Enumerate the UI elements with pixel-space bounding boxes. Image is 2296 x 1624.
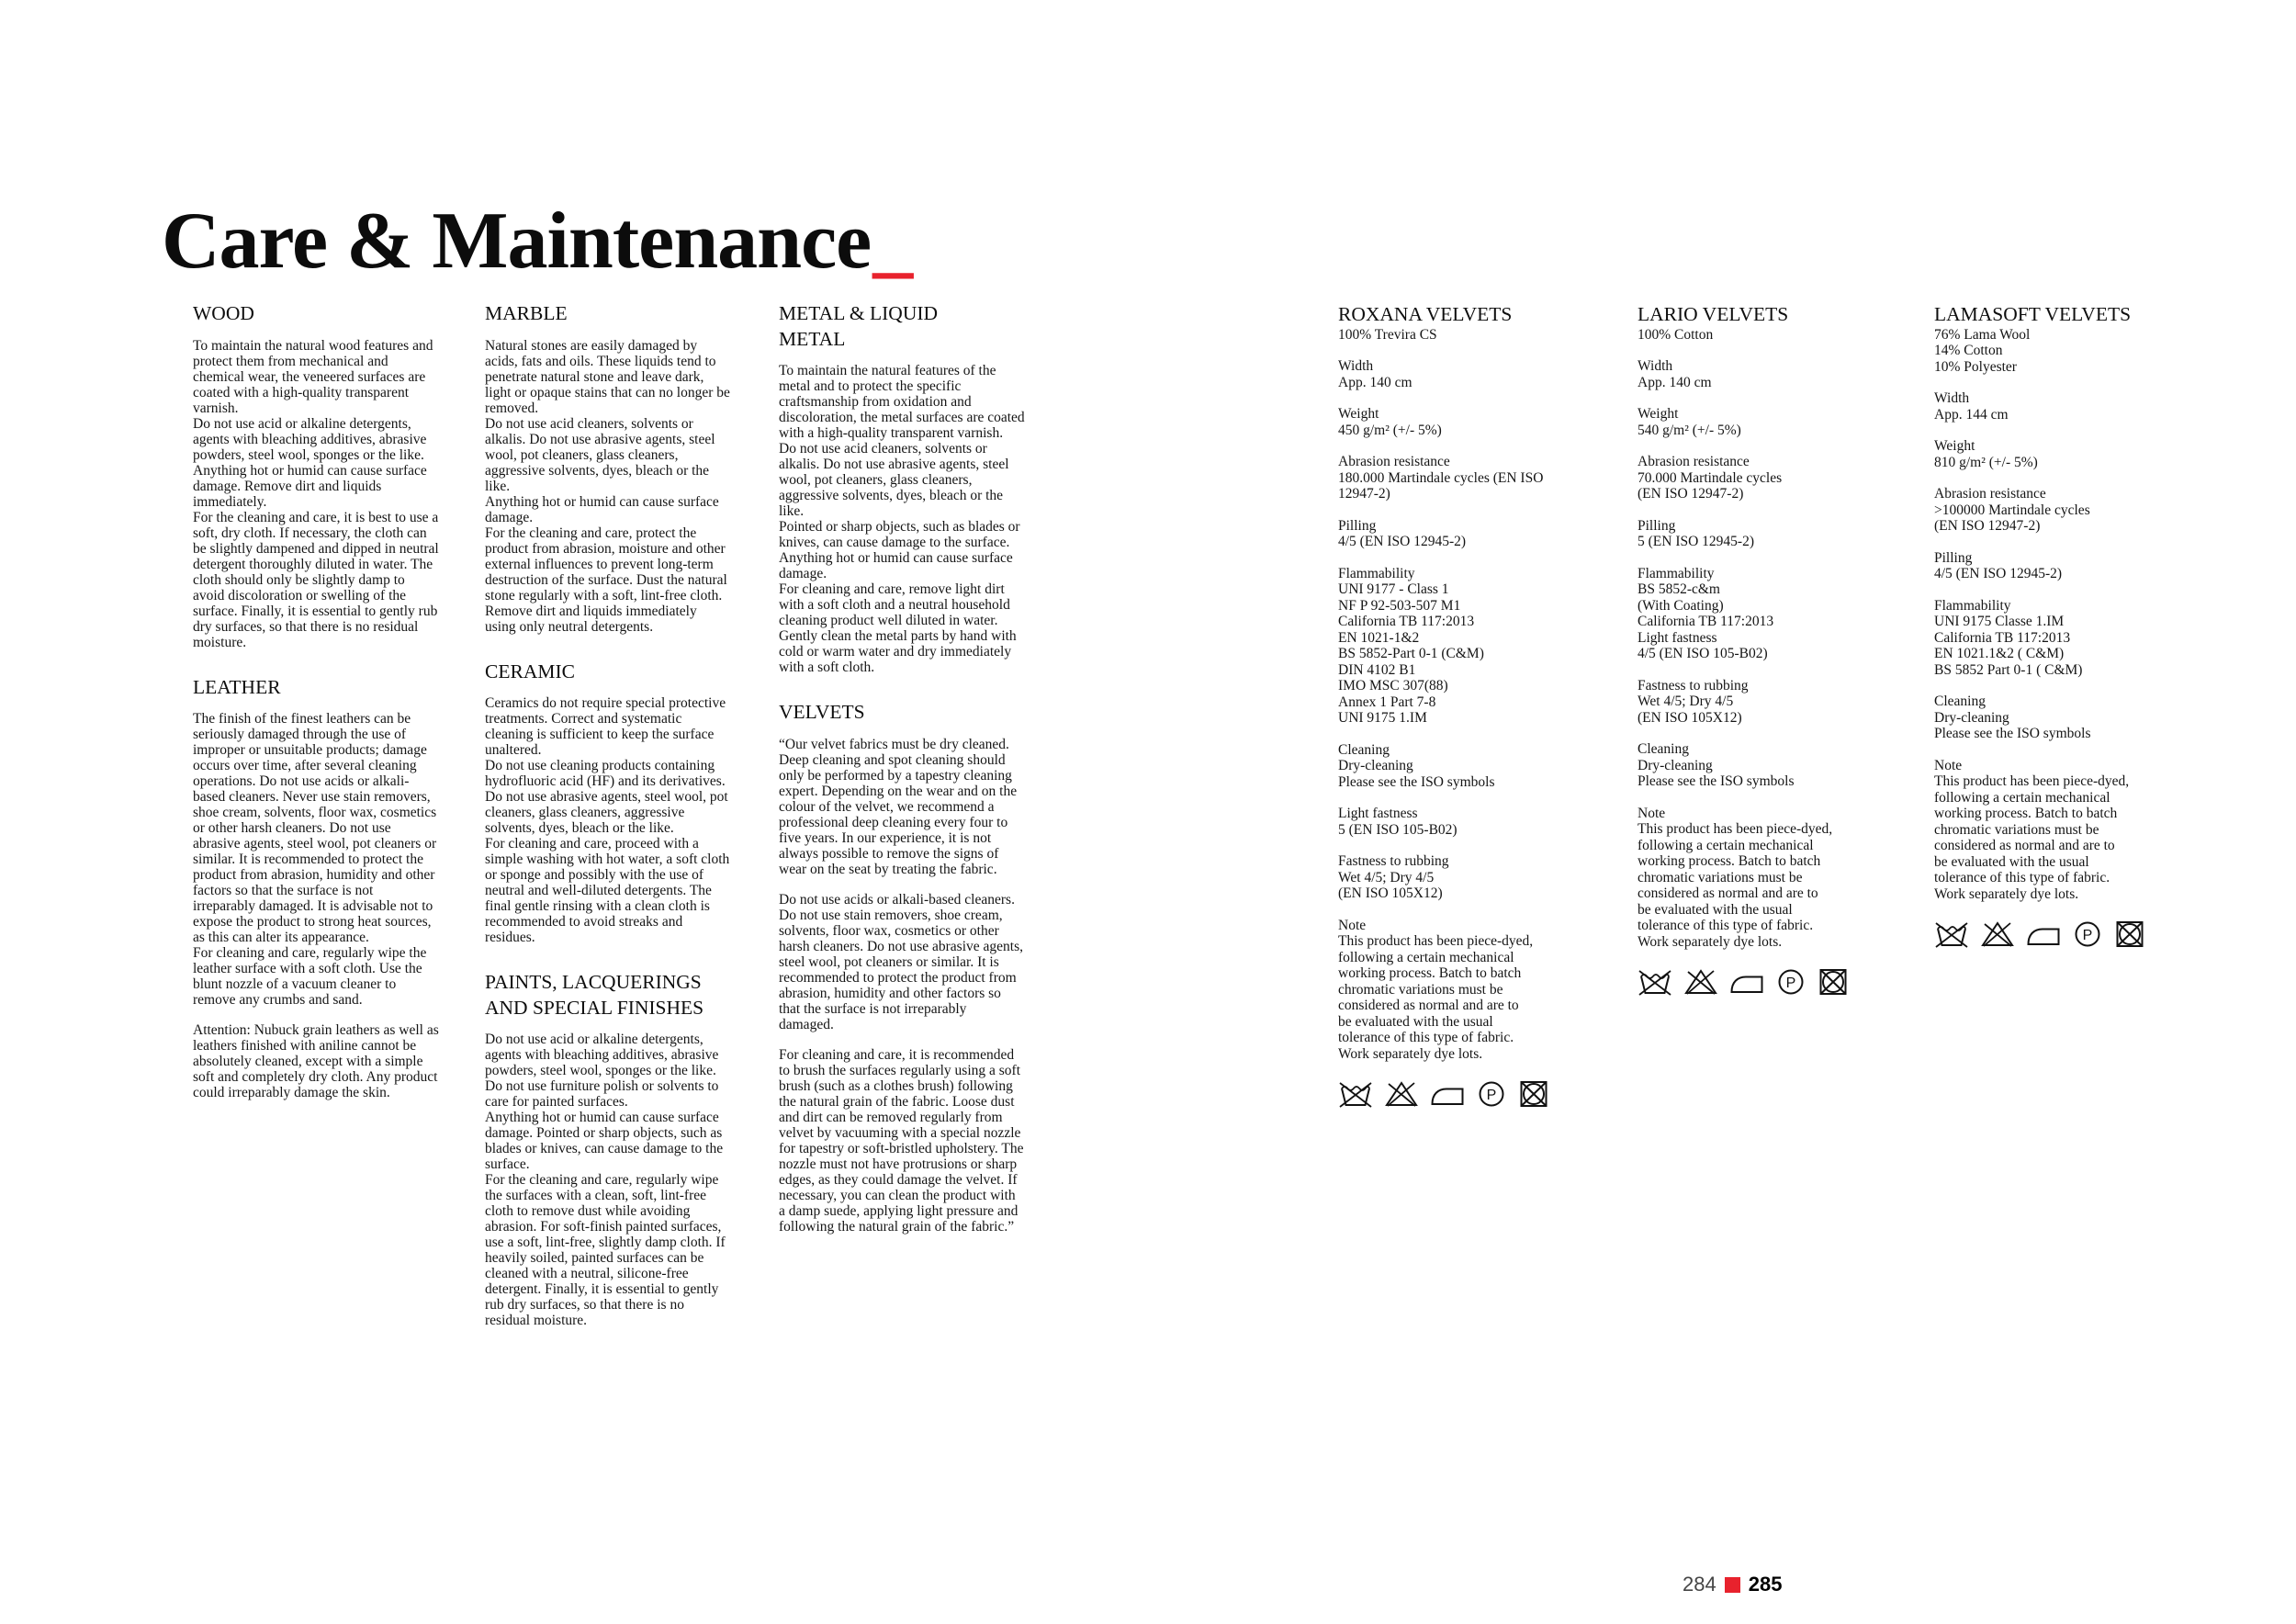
page-footer — [1683, 1573, 1782, 1596]
product-name: LARIO VELVETS — [1638, 303, 1789, 325]
section-ceramic — [485, 660, 731, 946]
section-velvets — [779, 700, 1025, 1235]
spec-value-line: 4/5 (EN ISO 12945-2) — [1338, 534, 1467, 550]
spec-value-line: BS 5852-c&m — [1638, 581, 1720, 598]
spec-value-line: California TB 117:2013 — [1638, 614, 1774, 630]
care-symbols-row — [1338, 1080, 1560, 1108]
spec-label: Light fastness — [1338, 806, 1418, 822]
page-number-left: 284 — [1683, 1573, 1716, 1596]
spec-value-line: App. 140 cm — [1338, 374, 1412, 390]
spec-value-line: Light fastness — [1638, 629, 1717, 646]
spec-label: Fastness to rubbing — [1338, 853, 1449, 870]
spec-value-line: (With Coating) — [1638, 597, 1724, 614]
paragraph: For cleaning and care, remove light dirt with a soft cloth and a neutral household cleaning product well diluted in water. Gently clean the metal parts by hand with cold or warm water and dry immediately with a soft cloth. — [779, 581, 1017, 676]
svg-text:P: P — [1785, 976, 1796, 992]
spec-label: Pilling — [1338, 517, 1377, 534]
paragraph: To maintain the natural features of the metal and to protect the specific craftsmanship from oxidation and discoloration, the metal surfaces are coated with a high-quality transparent varnish. — [779, 363, 1025, 442]
spec-value-line: BS 5852-Part 0-1 (C&M) — [1338, 646, 1484, 662]
spec-label: Cleaning — [1934, 694, 1986, 710]
page-number-right: 285 — [1748, 1573, 1783, 1596]
paragraph: Attention: Nubuck grain leathers as well as leathers finished with aniline cannot be absolutely cleaned, except with a simple soft and completely dry cloth. Any product could irreparably damage the skin. — [193, 1022, 439, 1101]
spec-cleaning — [1638, 741, 1860, 790]
svg-text:P: P — [2082, 928, 2093, 944]
spec-label: Note — [1934, 757, 1963, 773]
spec-abrasion-resistance — [1638, 454, 1860, 502]
do-not-tumble-dry-icon — [1518, 1080, 1549, 1108]
spec-value-line: IMO MSC 307(88) — [1338, 678, 1448, 694]
section-metal-liquid-metal — [779, 301, 1025, 675]
spec-value-line: 5 (EN ISO 105-B02) — [1338, 821, 1458, 838]
spec-label: Weight — [1934, 438, 1975, 455]
spec-note — [1638, 806, 1860, 951]
paragraph: For the cleaning and care, it is best to use a soft, dry cloth. If necessary, the cloth can be slightly dampened and dipped in neutral detergent thoroughly diluted in water. The cloth should only be slightly damp to avoid discoloration or swelling of the surface. Finally, it is essential to gently rub dry surfaces, so that there is no residual moisture. — [193, 509, 439, 650]
do-not-bleach-icon — [1384, 1080, 1419, 1108]
paragraph: For cleaning and care, regularly wipe the leather surface with a soft cloth. Use the blunt nozzle of a vacuum cleaner to remove any crumbs and sand. — [193, 945, 427, 1009]
spec-label: Weight — [1638, 406, 1679, 423]
spec-width — [1934, 390, 2156, 423]
paragraph: Do not use acid or alkaline detergents, agents with bleaching additives, abrasive powders, steel wool, sponges or the like. Anything hot or humid can cause surface damage. Remove dirt and liquids immediately. — [193, 415, 427, 510]
spec-value-line: 540 g/m² (+/- 5%) — [1638, 422, 1741, 438]
paragraph: Do not use cleaning products containing hydrofluoric acid (HF) and its derivatives. Do not use abrasive agents, steel wool, pot cleaners, glass cleaners, aggressive solvents, dyes, bleach or the like. — [485, 758, 728, 837]
section-title: CERAMIC — [485, 660, 575, 682]
paragraph: For the cleaning and care, protect the product from abrasion, moisture and other external influences to prevent long-term destruction of the surface. Dust the natural stone regularly with a soft, lint-free cloth. Remove dirt and liquids immediately using only neutral detergents. — [485, 524, 727, 635]
spec-light-fastness — [1338, 806, 1560, 838]
spec-label: Pilling — [1934, 549, 1973, 566]
composition-line: 76% Lama Wool — [1934, 326, 2031, 343]
paragraph: Do not use acid or alkaline detergents, agents with bleaching additives, abrasive powders, steel wool, sponges or the like. Do not use furniture polish or solvents to care for painted surfaces. — [485, 1032, 719, 1111]
spec-label: Pilling — [1638, 517, 1676, 534]
spec-value-line: Please see the ISO symbols — [1934, 726, 2091, 742]
spec-label: Width — [1338, 358, 1374, 375]
title-red-underscore: _ — [872, 196, 913, 286]
spec-value-line: DIN 4102 B1 — [1338, 661, 1416, 678]
spec-note — [1934, 758, 2156, 903]
paragraph: Pointed or sharp objects, such as blades or knives, can cause damage to the surface. Anything hot or humid can cause surface damage. — [779, 519, 1020, 582]
section-wood — [193, 301, 439, 650]
paragraph-spacer — [779, 1032, 1025, 1047]
spec-flammability — [1934, 598, 2156, 679]
spec-label: Abrasion resistance — [1638, 454, 1750, 470]
spec-value-line: Dry-cleaning — [1338, 758, 1413, 774]
spec-value-line: NF P 92-503-507 M1 — [1338, 597, 1461, 614]
spec-value-line: (EN ISO 105X12) — [1338, 885, 1443, 902]
dry-clean-p-icon — [2072, 920, 2103, 948]
spec-value-line: (EN ISO 105X12) — [1638, 709, 1742, 726]
spec-label: Abrasion resistance — [1934, 486, 2046, 502]
spec-value-line: 180.000 Martindale cycles (EN ISO 12947-2) — [1338, 469, 1544, 502]
spec-note — [1338, 918, 1560, 1063]
spec-weight — [1638, 406, 1860, 438]
spec-label: Note — [1638, 805, 1666, 821]
do-not-wash-icon — [1338, 1080, 1373, 1108]
spec-value-line: Please see the ISO symbols — [1638, 773, 1795, 790]
spec-pilling — [1338, 518, 1560, 550]
spec-cleaning — [1934, 694, 2156, 742]
spec-value-line: (EN ISO 12947-2) — [1934, 518, 2041, 535]
iron-icon — [1729, 968, 1764, 996]
spec-value-line: 450 g/m² (+/- 5%) — [1338, 422, 1442, 438]
spec-label: Flammability — [1934, 597, 2011, 614]
paragraph: Natural stones are easily damaged by acids, fats and oils. These liquids tend to penetrate natural stone and leave dark, light or opaque stains that can no longer be removed. — [485, 337, 730, 416]
dry-clean-p-icon — [1775, 968, 1806, 996]
paragraph: Anything hot or humid can cause surface damage. Pointed or sharp objects, such as blades or knives, can cause damage to the surface. — [485, 1110, 724, 1173]
section-leather — [193, 675, 439, 1101]
spec-label: Width — [1638, 358, 1673, 375]
spec-value-line: This product has been piece-dyed, following a certain mechanical working process. Batch to batch chromatic variations must be considered as normal and are to be evaluated with the usual tolerance of this type of fabric. — [1934, 773, 2130, 886]
spec-value-line: Wet 4/5; Dry 4/5 — [1338, 869, 1435, 885]
section-title: MARBLE — [485, 302, 568, 324]
do-not-wash-icon — [1934, 920, 1969, 948]
page-title — [162, 196, 913, 286]
spec-value-line: Dry-cleaning — [1934, 709, 2009, 726]
spec-flammability — [1638, 566, 1860, 662]
spec-value-line: (EN ISO 12947-2) — [1638, 486, 1744, 502]
spec-value-line: 4/5 (EN ISO 12945-2) — [1934, 566, 2063, 582]
section-title: WOOD — [193, 302, 254, 324]
section-title: VELVETS — [779, 701, 865, 724]
composition-line: 100% Trevira CS — [1338, 326, 1437, 343]
spec-value-line: Dry-cleaning — [1638, 757, 1713, 773]
spec-weight — [1338, 406, 1560, 438]
spec-value-line: UNI 9175 Classe 1.IM — [1934, 614, 2065, 630]
spec-label: Note — [1338, 917, 1367, 933]
product-column-lario — [1638, 303, 1860, 996]
spec-weight — [1934, 438, 2156, 470]
care-symbols-row — [1934, 920, 2156, 948]
spec-value-line: 70.000 Martindale cycles — [1638, 469, 1783, 486]
spec-value-line: BS 5852 Part 0-1 ( C&M) — [1934, 661, 2083, 678]
spec-value-line: 5 (EN ISO 12945-2) — [1638, 534, 1754, 550]
care-symbols-row — [1638, 968, 1860, 996]
paragraph: Do not use acid cleaners, solvents or alkalis. Do not use abrasive agents, steel wool, pot cleaners, glass cleaners, aggressive solvents, dyes, bleach or the like. — [485, 415, 715, 494]
spec-value-line: Work separately dye lots. — [1934, 885, 2079, 902]
spec-flammability — [1338, 566, 1560, 727]
iron-icon — [2026, 920, 2061, 948]
page-title-text: Care & Maintenance — [162, 196, 872, 286]
spec-value-line: App. 144 cm — [1934, 406, 2009, 423]
paragraph: To maintain the natural wood features and protect them from mechanical and chemical wear, the veneered surfaces are coated with a high-quality transparent varnish. — [193, 337, 433, 416]
do-not-tumble-dry-icon — [1818, 968, 1849, 996]
do-not-wash-icon — [1638, 968, 1672, 996]
spec-label: Flammability — [1338, 565, 1415, 581]
care-column-3 — [779, 301, 1025, 1259]
spec-label: Cleaning — [1338, 741, 1390, 758]
section-paints-lacquerings-and-special-finishes — [485, 970, 731, 1328]
spec-value-line: UNI 9175 1.IM — [1338, 710, 1427, 727]
spec-label: Cleaning — [1638, 741, 1689, 758]
product-name: LAMASOFT VELVETS — [1934, 303, 2132, 325]
spec-value-line: 4/5 (EN ISO 105-B02) — [1638, 646, 1768, 662]
spec-value-line: This product has been piece-dyed, following a certain mechanical working process. Batch to batch chromatic variations must be considered as normal and are to be evaluated with the usual tolerance of this type of fabric. — [1338, 933, 1534, 1046]
dry-clean-p-icon — [1476, 1080, 1507, 1108]
paragraph-spacer — [779, 877, 1025, 892]
paragraph: “Our velvet fabrics must be dry cleaned. Deep cleaning and spot cleaning should only be performed by a tapestry cleaning expert. Depending on the wear and on the colour of the velvet, we recommend a professional deep cleaning every four to five years. In our experience, it is not always possible to remove the signs of wear on the seat by treating the fabric. — [779, 736, 1018, 877]
paragraph-spacer — [193, 1008, 439, 1022]
section-marble — [485, 301, 731, 635]
product-name: ROXANA VELVETS — [1338, 303, 1513, 325]
svg-text:P: P — [1486, 1088, 1497, 1104]
paragraph: Do not use acids or alkali-based cleaners. Do not use stain removers, shoe cream, solvents, floor wax, cosmetics or other harsh cleaners. Do not use abrasive agents, steel wool, pot cleaners or similar. It is recommended to protect the product from abrasion, humidity and other factors so that the surface is not irreparably damaged. — [779, 891, 1023, 1032]
section-title: PAINTS, LACQUERINGS AND SPECIAL FINISHES — [485, 971, 704, 1019]
do-not-tumble-dry-icon — [2114, 920, 2145, 948]
spec-label: Width — [1934, 390, 1970, 407]
spec-width — [1338, 358, 1560, 390]
iron-icon — [1430, 1080, 1465, 1108]
spec-value-line: California TB 117:2013 — [1934, 629, 2071, 646]
spec-fastness-to-rubbing — [1338, 853, 1560, 902]
spec-label: Fastness to rubbing — [1638, 677, 1749, 694]
spec-value-line: EN 1021-1&2 — [1338, 629, 1420, 646]
spec-value-line: Work separately dye lots. — [1638, 933, 1783, 950]
product-column-lamasoft — [1934, 303, 2156, 948]
do-not-bleach-icon — [1683, 968, 1718, 996]
spec-value-line: Annex 1 Part 7-8 — [1338, 694, 1436, 710]
care-column-1 — [193, 301, 439, 1125]
spec-value-line: >100000 Martindale cycles — [1934, 502, 2090, 518]
care-column-2 — [485, 301, 731, 1353]
spec-value-line: UNI 9177 - Class 1 — [1338, 581, 1449, 598]
paragraph: Anything hot or humid can cause surface damage. — [485, 493, 719, 525]
spec-width — [1638, 358, 1860, 390]
spec-label: Abrasion resistance — [1338, 454, 1450, 470]
do-not-bleach-icon — [1980, 920, 2015, 948]
paragraph: Do not use acid cleaners, solvents or alkalis. Do not use abrasive agents, steel wool, pot cleaners, glass cleaners, aggressive solvents, dyes, bleach or the like. — [779, 441, 1009, 520]
paragraph: For cleaning and care, it is recommended to brush the surfaces regularly using a soft brush (such as a clothes brush) following the natural grain of the fabric. Loose dust and dirt can be removed regularly from velvet by vacuuming with a special nozzle for tapestry or soft-bristled upholstery. The nozzle must not have protrusions or sharp edges, as they could damage the velvet. If necessary, you can clean the product with a damp suede, applying light pressure and following the natural grain of the fabric.” — [779, 1046, 1024, 1235]
paragraph: The finish of the finest leathers can be seriously damaged through the use of improper or unsuitable products; damage occurs over time, after several cleaning operations. Do not use acids or alkali-based cleaners. Never use stain removers, shoe cream, solvents, floor wax, cosmetics or other harsh cleaners. Do not use abrasive agents, steel wool, pot cleaners or similar. It is recommended to protect the product from abrasion, humidity and other factors so that the surface is not irreparably damaged. It is advisable not to expose the product to strong heat sources, as this can alter its appearance. — [193, 711, 437, 946]
product-column-roxana — [1338, 303, 1560, 1108]
spec-label: Weight — [1338, 406, 1379, 423]
composition-line: 14% Cotton — [1934, 343, 2003, 359]
red-square-marker — [1725, 1577, 1740, 1593]
spec-value-line: This product has been piece-dyed, following a certain mechanical working process. Batch to batch chromatic variations must be considered as normal and are to be evaluated with the usual tolerance of this type of fabric. — [1638, 821, 1833, 934]
spec-value-line: EN 1021.1&2 ( C&M) — [1934, 646, 2065, 662]
spec-value-line: App. 140 cm — [1638, 374, 1712, 390]
spec-fastness-to-rubbing — [1638, 678, 1860, 727]
spec-value-line: Please see the ISO symbols — [1338, 773, 1495, 790]
section-title: LEATHER — [193, 675, 281, 698]
spec-value-line: Work separately dye lots. — [1338, 1045, 1483, 1062]
spec-value-line: California TB 117:2013 — [1338, 614, 1475, 630]
composition-line: 10% Polyester — [1934, 358, 2017, 375]
spec-abrasion-resistance — [1338, 454, 1560, 502]
paragraph: For cleaning and care, proceed with a simple washing with hot water, a soft cloth or sponge and possibly with the use of neutral and well-diluted detergents. The final gentle rinsing with a clean cloth is recommended to avoid streaks and residues. — [485, 836, 730, 946]
spec-pilling — [1934, 550, 2156, 582]
spec-label: Flammability — [1638, 565, 1715, 581]
spec-value-line: 810 g/m² (+/- 5%) — [1934, 454, 2038, 470]
paragraph: Ceramics do not require special protective treatments. Correct and systematic cleaning is sufficient to keep the surface unaltered. — [485, 695, 726, 759]
section-title: METAL & LIQUID METAL — [779, 302, 939, 350]
composition-line: 100% Cotton — [1638, 326, 1714, 343]
spec-pilling — [1638, 518, 1860, 550]
spec-abrasion-resistance — [1934, 486, 2156, 535]
spec-cleaning — [1338, 742, 1560, 791]
spec-value-line: Wet 4/5; Dry 4/5 — [1638, 694, 1734, 710]
paragraph: For the cleaning and care, regularly wipe the surfaces with a clean, soft, lint-free cloth to remove dust while avoiding abrasion. For soft-finish painted surfaces, use a soft, lint-free, slightly damp cloth. If heavily soiled, painted surfaces can be cleaned with a neutral, silicone-free detergent. Finally, it is essential to gently rub dry surfaces, so that there is no residual moisture. — [485, 1172, 726, 1329]
